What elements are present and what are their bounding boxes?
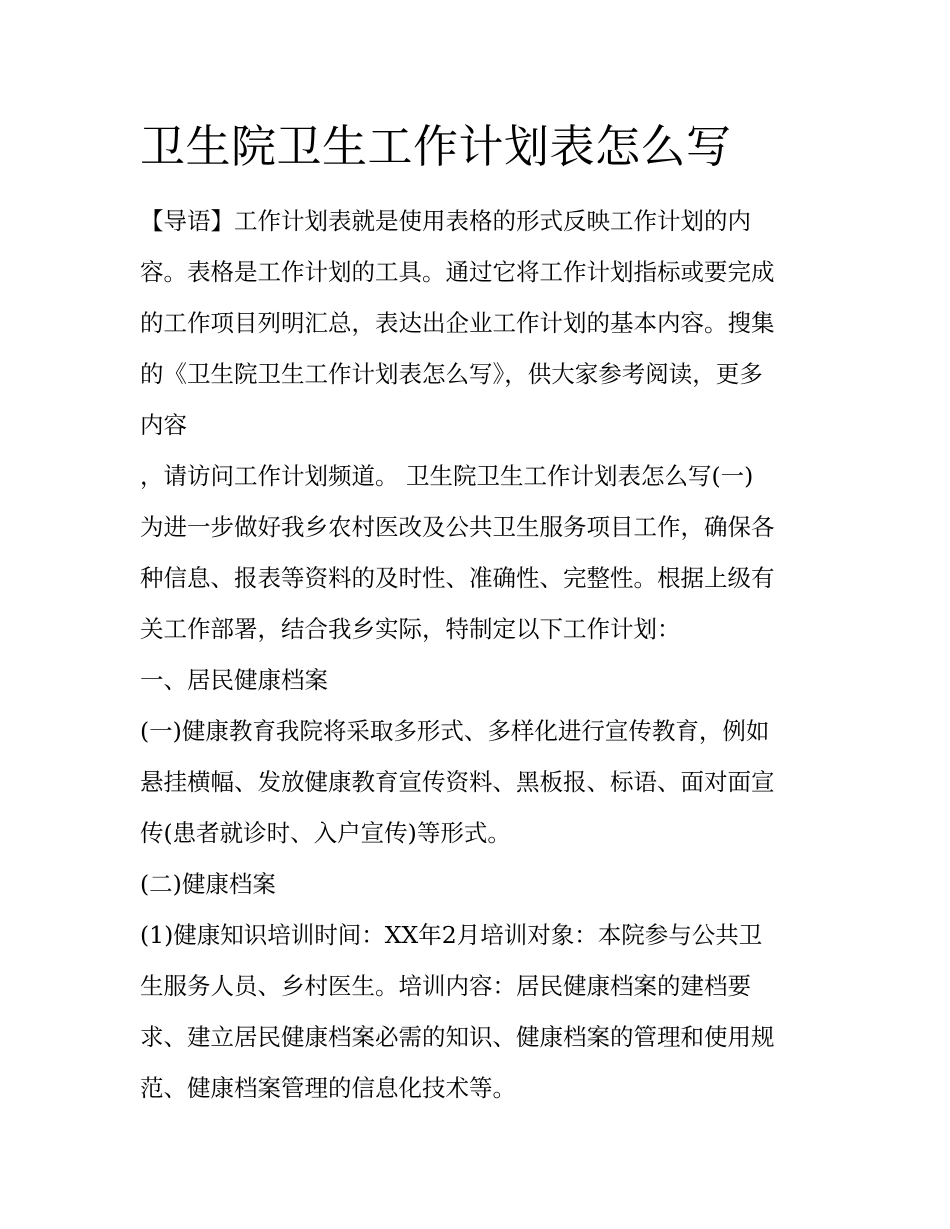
body-line: 悬挂横幅、发放健康教育宣传资料、黑板报、标语、面对面宣: [140, 768, 775, 796]
body-line: 生服务人员、乡村医生。培训内容：居民健康档案的建档要: [140, 972, 751, 1000]
body-line: 的工作项目列明汇总，表达出企业工作计划的基本内容。搜集: [140, 309, 775, 337]
body-line: 关工作部署，结合我乡实际，特制定以下工作计划：: [140, 615, 681, 643]
body-line: (一)健康教育我院将采取多形式、多样化进行宣传教育，例如: [140, 717, 770, 745]
section-heading: 一、居民健康档案: [140, 666, 328, 694]
body-line: ，请访问工作计划频道。 卫生院卫生工作计划表怎么写(一): [140, 462, 754, 490]
body-line: 【导语】工作计划表就是使用表格的形式反映工作计划的内: [140, 207, 751, 235]
body-line: 传(患者就诊时、入户宣传)等形式。: [140, 819, 511, 847]
body-line: 为进一步做好我乡农村医改及公共卫生服务项目工作，确保各: [140, 513, 775, 541]
body-line: 求、建立居民健康档案必需的知识、健康档案的管理和使用规: [140, 1023, 775, 1051]
page-title: 卫生院卫生工作计划表怎么写: [140, 120, 732, 173]
body-line: 范、健康档案管理的信息化技术等。: [140, 1074, 516, 1102]
body-line: 容。表格是工作计划的工具。通过它将工作计划指标或要完成: [140, 258, 775, 286]
body-line: 的《卫生院卫生工作计划表怎么写》，供大家参考阅读，更多: [140, 360, 763, 388]
body-line: 种信息、报表等资料的及时性、准确性、完整性。根据上级有: [140, 564, 775, 592]
subsection-heading: (二)健康档案: [140, 870, 276, 898]
body-line: (1)健康知识培训时间：XX年2月培训对象：本院参与公共卫: [140, 921, 763, 949]
body-line: 内容: [140, 411, 187, 439]
